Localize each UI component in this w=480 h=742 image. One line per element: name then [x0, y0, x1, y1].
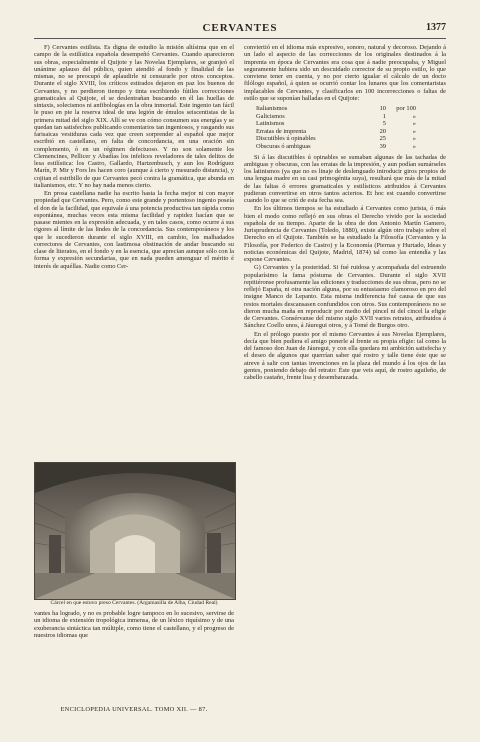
left-column-lower — [34, 610, 234, 698]
figure-caption: Cárcel en que estuvo preso Cervantes. (Argamasilla de Alba, Ciudad Real) — [50, 600, 218, 606]
paragraph: Si á las discutibles ú opinables se sumaban algunas de las tachadas de ambiguas y obscuras, con las erratas de la impresión, y aun podían sumárseles los latinismos (ya que no es linaje de deslenguado introducir giros propios de una lengua madre en su casi primogénita suya), resultará que más de la mitad de las faltas ó errores gramaticales y estilísticos atribuidos á Cervantes pudieran convertirse en otros tantos aciertos. Et hoc est cuando convertirse cuando lo que se crió de esta fecha sea. — [244, 153, 446, 205]
stats-row: Erratas de imprenta 20 » — [256, 127, 416, 135]
paragraph: En el prólogo puesto por el mismo Cervantes á sus Novelas Ejemplares, decía que bien pudiera el amigo ponerle al frente su propia efigie: tal como la del famoso don Juan de Jáuregui, y con ella quedara mi ambición satisfecha y el deseo de algunos que querrían saber qué rostro y talle tiene éste que se atreve á salir con tantas invenciones en la plaza del mundo á los ojos de las gentes, poniendo debajo del retrato: Éste que veis aquí, de rostro aguileño, de cabello castaño, frente lisa y desembarazada. — [244, 330, 446, 382]
prison-engraving — [34, 462, 236, 600]
running-title: CERVANTES — [202, 22, 278, 34]
stats-row: Obscuras ó ambiguas 39 » — [256, 142, 416, 150]
right-column — [244, 44, 446, 699]
stats-row: Discutibles ú opinables 25 » — [256, 135, 416, 143]
stats-row: Latinismos 5 » — [256, 120, 416, 128]
stats-row: Italianismos 10 por 100 — [256, 105, 416, 112]
paragraph: G) Cervantes y la posteridad. Si fué ruidosa y acompañada del estruendo popularísimo la fama póstuma de Cervantes. Durante el siglo XVII repitiéronse profusamente las ediciones y traducciones de sus obras, pero no se reflejó España, ni otra nación alguna, por su entusiasmo clamoroso en pro del insigne Manco de Lepanto. Esta misma indiferencia fué causa de que sus restos mortales descansasen confundidos con otros. Sus contemporáneos no se dieron mucha maña en reproducir por medio del pincel ni del cincel la efigie de Cervantes. Consérvanse del mismo siglo XVII varios retratos, atribuidos á Sánchez Coello unos, á Jáuregui otros, y á Tomé de Burgos otro. — [244, 264, 446, 330]
header-rule — [34, 38, 446, 39]
page-header — [34, 22, 446, 36]
left-column-upper — [34, 44, 234, 454]
stats-row: Galicismos 1 » — [256, 112, 416, 120]
paragraph: En los últimos tiempos se ha estudiado á Cervantes como jurista, ó más bien el modo como reflejó en sus obras el Derecho vivido por la sociedad española de su tiempo. Aparte de la obra de don Antonio Martín Gamero, Jurisprudencia de Cervantes (Toledo, 1880), existe algún otro trabajo sobre el Derecho en el Quijote. También se ha estudiado la Filosofía (Cervantes y la Filosofía, por Federico de Castro) y la Economía (Piernas y Hurtado, Ideas y noticias económicas del Quijote, Madrid, 1874) tal como las entendía y las expone Cervantes. — [244, 205, 446, 264]
page-footer: ENCICLOPEDIA UNIVERSAL. TOMO XII. — 87. — [60, 706, 208, 713]
paragraph: En prosa castellana nadie ha escrito hasta la fecha mejor ni con mayor propiedad que Cervantes. Pero, como este grande y portentoso ingenio poseía el don de la facilidad, que equivale á una potencia productiva tan rápida como espontánea, muchas veces esta misma facilidad y rapidez hacían que se pasase mientes en la expresión adecuada, y en tales casos, como ocurre á sus rigores al límite de las lindes de la concordancia. Sus contemporáneos y los que le sucedieron durante el siglo XVIII, en cambio, los malhadados correctores de Cervantes, con lastimosa obstinación de andar buscando su clase de literatos, en el fondo y en la esencia, que aprecian aunque sólo con la forma y expresión secundarias, que en nada pueden amenguar el mérito é interés de aquéllas. Nadie como Cer- — [34, 190, 234, 270]
error-statistics-table — [256, 105, 446, 151]
page-number: 1377 — [426, 22, 446, 33]
paragraph: vantes ha logrado, y no es probable logre tampoco en lo sucesivo, servirse de un idioma de extensión tropológica inmensa, de un léxico riquísimo y de una exuberancia sintáctica tan múltiple, como tiene el castellano, y el progreso de nuestros idiomas que — [34, 610, 234, 639]
paragraph: F) Cervantes estilista. Es digna de estudio la misión altísima que en el campo de la estilística española desempeñó Cervantes. Cuando aparecieron sus obras, especialmente el Quijote y las Novelas Ejemplares, se granjeó el unánime aplauso del público, quien atendió al fondo y finalidad de las mismas, no se preocupó de aplaudirle ni censurarle por otros conceptos. Durante el siglo XVIII, los críticos estirados dejaron en paz los buenos de Cervantes, y no perdieron tiempo y tinta escribiendo fútiles correcciones gramaticales al Quijote, el se deslentrañan buscando en él las huellas de sintaxis, solecismos ni anfibologías en la obra inmortal. Este ingenio tan fácil le puso en pie la reserva ideal de una legión de émulos seiscentistas de la primera mitad del siglo XIX. Allí se ve con cómo consumen sus energías y se quedan tan satisfechos publicando comentarios tan ingeniosos, y rasgando sus farisaicas vestiduras cada vez que creen sorprender al español que mejor escribió en castellano, en falta de concordancia, en una oración sin complemento, ó en un régimen defectuoso. Y no son solamente los Clemencines, Pellicer y Abadías los infelices reveladores de tales delitos de lesa estilística: los Castro, Gallardo, Hartzenbusch, y aun los Rodríguez Marín, P. Mir y Fors les hacen coro (aunque á cierto y mesurado distancia), y cojitan el estribillo de que Cervantes pecó contra la gramática, que abunda en italianismos, etc. Y no hay nada menos cierto. — [34, 44, 234, 189]
paragraph: conviertió en el idioma más expresivo, sonoro, natural y decoroso. Dejando á un lado el aspecto de las correcciones de los originales destinados á la imprenta en época de Cervantes era cosa que á nadie preocupaba, y Miguel seguramente hubiera sido un descuidado corrector de su propio estilo, lo que conviene tener en cuenta, y no por cierto igualar el cálculo de un docto filólogo español, á quien se ocurrió contar los lunares que los comentaristas implacables de Cervantes, y clasificarlos en 100 incorrecciones o faltas de estilo que se suponían halladas en el Quijote: — [244, 44, 446, 102]
